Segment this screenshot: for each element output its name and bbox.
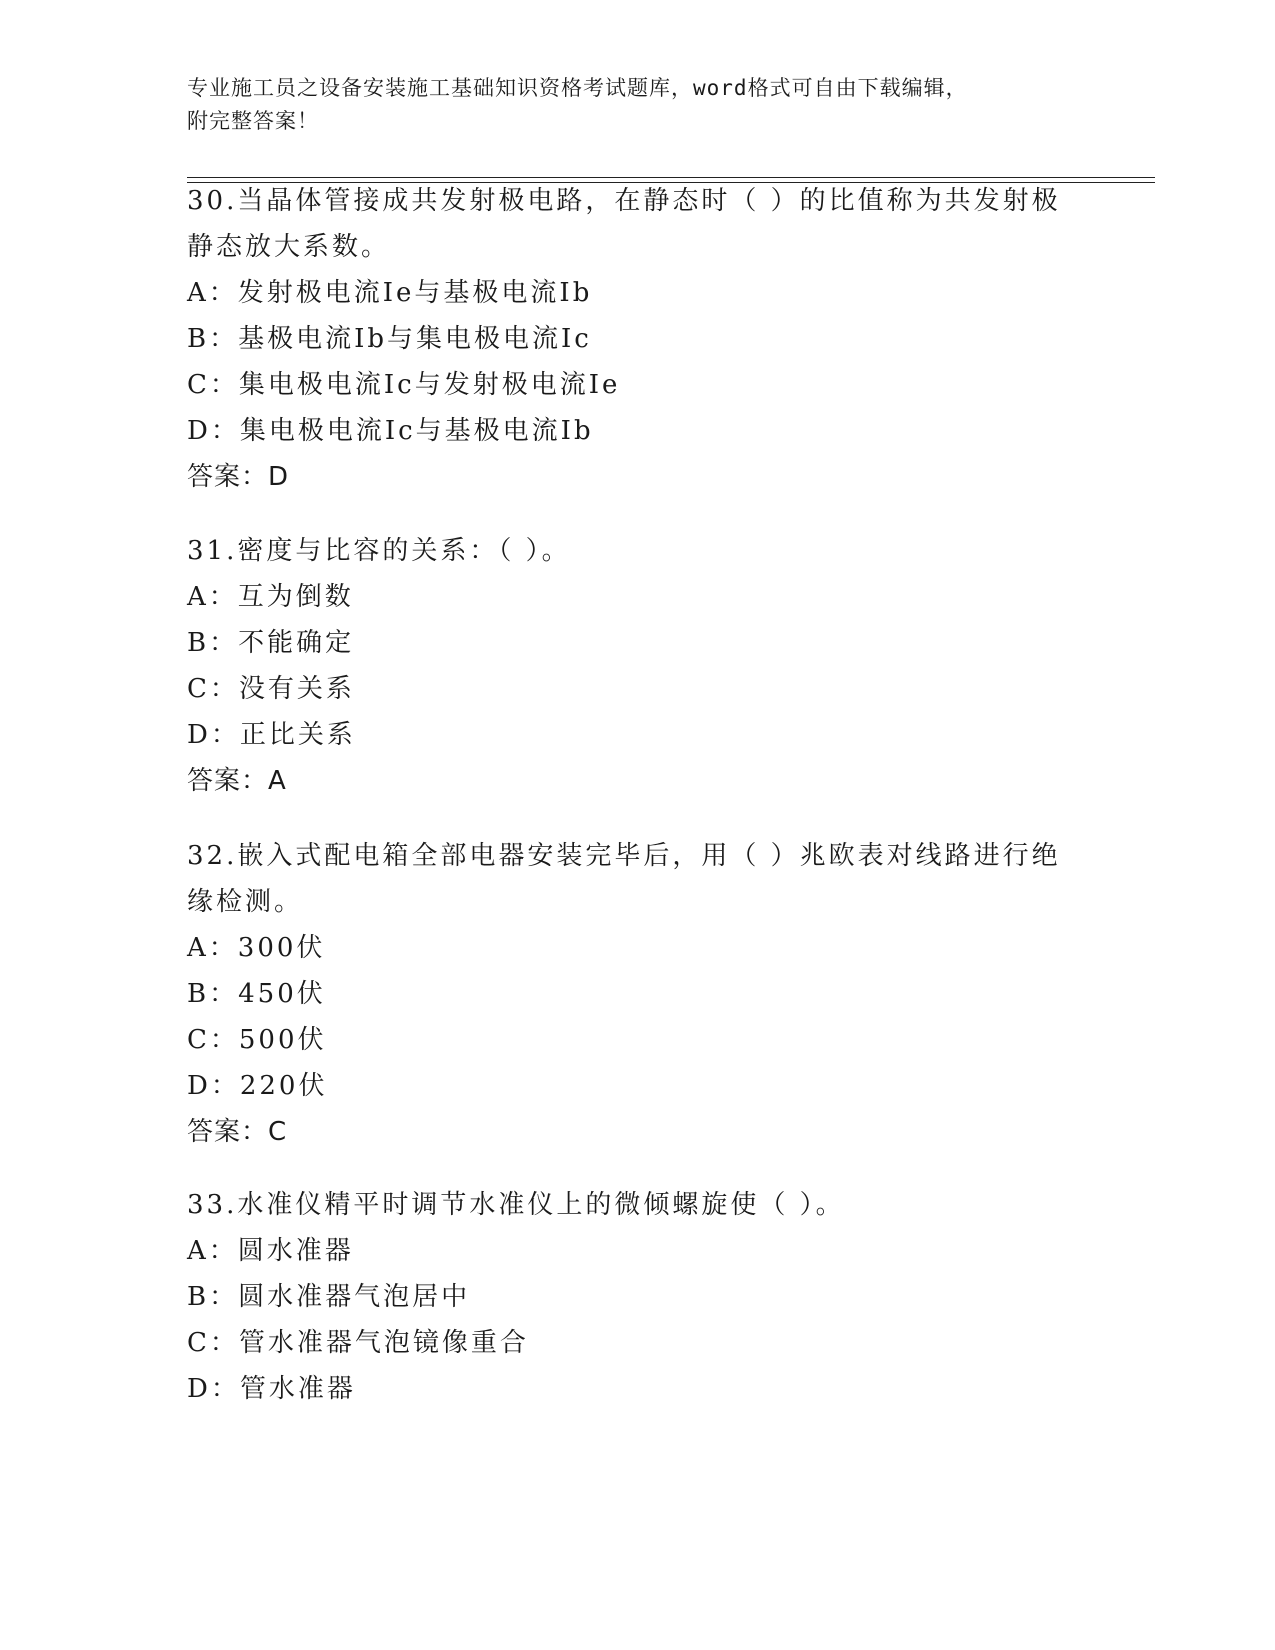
option-a: A：300伏	[187, 933, 326, 963]
question-32	[187, 833, 1067, 1155]
question-33	[187, 1182, 1067, 1412]
option-c: C：管水准器气泡镜像重合	[187, 1328, 529, 1358]
question-stem-line: 31.密度与比容的关系：（ ）。	[187, 536, 571, 566]
answer-label: 答案：D	[187, 462, 290, 492]
option-c: C：没有关系	[187, 674, 355, 704]
document-header	[187, 72, 1047, 138]
question-stem-line: 33.水准仪精平时调节水准仪上的微倾螺旋使（ ）。	[187, 1190, 845, 1220]
option-a: A：圆水准器	[187, 1236, 354, 1266]
option-a: A：发射极电流Ie与基极电流Ib	[187, 278, 593, 308]
option-b: B：圆水准器气泡居中	[187, 1282, 471, 1312]
question-stem-line: 缘检测。	[187, 887, 304, 917]
question-stem-line: 32.嵌入式配电箱全部电器安装完毕后，用（ ）兆欧表对线路进行绝	[187, 841, 1061, 871]
option-d: D：220伏	[187, 1071, 328, 1101]
option-b: B：基极电流Ib与集电极电流Ic	[187, 324, 592, 354]
question-31	[187, 528, 1067, 804]
header-line-1: 专业施工员之设备安装施工基础知识资格考试题库，word格式可自由下载编辑，	[187, 76, 968, 100]
question-stem-line: 静态放大系数。	[187, 232, 391, 262]
question-stem-line: 30.当晶体管接成共发射极电路，在静态时（ ）的比值称为共发射极	[187, 186, 1061, 216]
option-c: C：集电极电流Ic与发射极电流Ie	[187, 370, 621, 400]
option-d: D：集电极电流Ic与基极电流Ib	[187, 416, 594, 446]
option-b: B：450伏	[187, 979, 326, 1009]
option-b: B：不能确定	[187, 628, 355, 658]
option-a: A：互为倒数	[187, 582, 354, 612]
question-30	[187, 178, 1067, 500]
answer-label: 答案：C	[187, 1117, 288, 1147]
header-line-2: 附完整答案！	[187, 109, 319, 133]
option-d: D：管水准器	[187, 1374, 356, 1404]
option-c: C：500伏	[187, 1025, 327, 1055]
answer-label: 答案：A	[187, 766, 287, 796]
option-d: D：正比关系	[187, 720, 356, 750]
